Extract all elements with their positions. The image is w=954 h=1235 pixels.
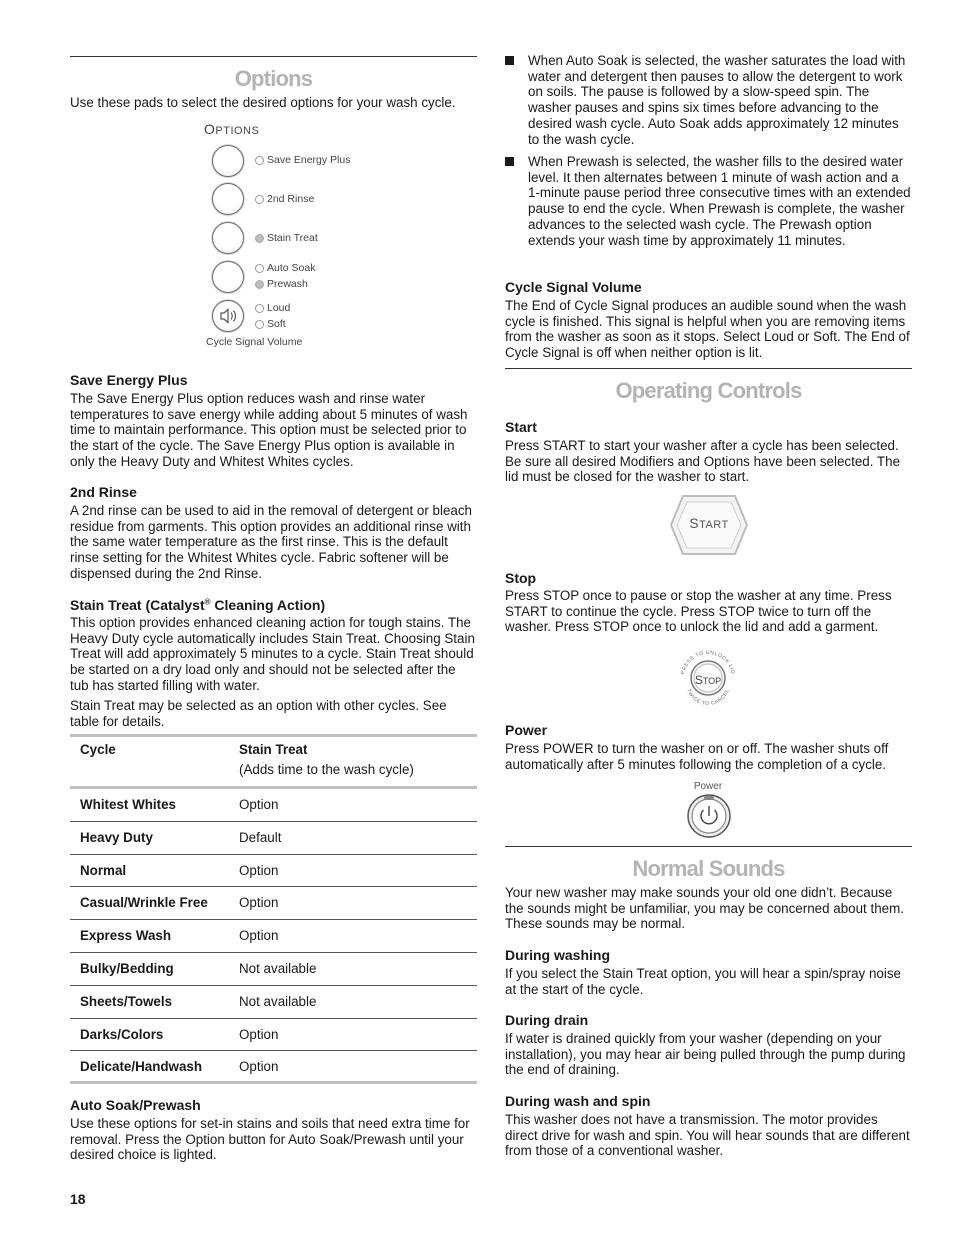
section-divider (70, 56, 477, 57)
table-cell-cycle: Bulky/Bedding (80, 961, 174, 976)
table-cell-stain-treat: Option (239, 862, 279, 878)
stain-treat-led (255, 234, 264, 243)
during-wash-spin-body: This washer does not have a transmission. The motor provides direct drive for wash and spin. You will hear sounds that are different from those of a conventional washer. (505, 1112, 910, 1159)
during-drain-heading: During drain (505, 1012, 589, 1028)
table-cell-cycle: Normal (80, 862, 127, 878)
save-energy-body: The Save Energy Plus option reduces wash and rinse water temperatures to save energy while adding about 5 minutes of wash time to maintain performance. This option must be selected prior to the start of the cycle. The Save Energy Plus option is available in only the Heavy Duty and Whitest Whites cycles. (70, 391, 468, 469)
table-header-sub: (Adds time to the wash cycle) (239, 762, 414, 777)
start-heading: Start (505, 419, 537, 435)
loud-led (255, 304, 264, 313)
power-body: Press POWER to turn the washer on or off. The washer shuts off automatically after 5 minutes following the completion of a cycle. (505, 741, 889, 772)
during-washing-heading: During washing (505, 947, 610, 963)
cycle-signal-volume-button[interactable] (212, 300, 244, 332)
save-energy-heading: Save Energy Plus (70, 372, 188, 388)
stop-arc-top-text: PRESS TO UNLOCK LID (680, 649, 736, 676)
start-button-label: START (689, 515, 729, 531)
power-led (704, 796, 714, 800)
table-cell-cycle: Whitest Whites (80, 797, 176, 812)
normal-sounds-title: Normal Sounds (632, 856, 785, 881)
bullet-auto-soak: When Auto Soak is selected, the washer saturates the load with water and detergent then pauses to allow the detergent to work on soils. The pause is followed by a slow-speed spin. The washer pauses and spins six times before advancing to the desired wash cycle. Auto Soak adds approximately 12 minutes to the wash cycle. (505, 53, 912, 147)
table-cell-stain-treat: Not available (239, 993, 317, 1009)
auto-soak-heading: Auto Soak/Prewash (70, 1097, 201, 1113)
save-energy-plus-label: Save Energy Plus (267, 154, 351, 166)
operating-controls-title: Operating Controls (615, 378, 802, 403)
table-row (70, 920, 477, 953)
soft-led (255, 320, 264, 329)
table-row (70, 986, 477, 1019)
table-cell-cycle: Sheets/Towels (80, 993, 173, 1009)
table-row (70, 887, 477, 920)
second-rinse-led (255, 195, 264, 204)
during-washing-body: If you select the Stain Treat option, you will hear a spin/spray noise at the start of the cycle. (505, 966, 901, 997)
prewash-label: Prewash (267, 278, 308, 290)
save-energy-plus-button[interactable] (212, 145, 244, 177)
options-intro: Use these pads to select the desired options for your wash cycle. (70, 95, 456, 110)
stain-treat-heading: Stain Treat (Catalyst® Cleaning Action) (70, 597, 326, 613)
bullet-square (505, 56, 514, 65)
save-energy-plus-led (255, 156, 264, 165)
table-row (70, 822, 477, 855)
cycle-signal-heading: Cycle Signal Volume (505, 279, 642, 295)
during-wash-spin-heading: During wash and spin (505, 1093, 651, 1109)
table-header-cycle: Cycle (80, 742, 116, 757)
stain-treat-table-intro: Stain Treat may be selected as an option with other cycles. See table for details. (70, 698, 447, 729)
second-rinse-heading: 2nd Rinse (70, 484, 137, 500)
options-title: Options (234, 66, 313, 91)
cycle-signal-volume-caption: Cycle Signal Volume (206, 336, 303, 348)
options-panel (70, 118, 477, 358)
table-row (70, 855, 477, 888)
table-rule (70, 734, 477, 737)
start-body: Press START to start your washer after a cycle has been selected. Be sure all desired Modifiers and Options have been selected. The lid must be closed for the washer to start. (505, 438, 901, 485)
cycle-signal-body: The End of Cycle Signal produces an audible sound when the wash cycle is finished. This signal is helpful when you are removing items from the washer as soon as it stops. Select Loud or Soft. The End of Cycle Signal is off when neither option is lit. (505, 298, 910, 361)
loud-label: Loud (267, 302, 291, 314)
table-cell-cycle: Express Wash (80, 928, 172, 944)
table-row (70, 953, 477, 986)
table-cell-stain-treat: Option (239, 895, 279, 911)
table-row (70, 1019, 477, 1052)
table-cell-cycle: Casual/Wrinkle Free (80, 895, 208, 911)
table-row (70, 789, 477, 822)
auto-soak-body: Use these options for set-in stains and soils that need extra time for removal. Press the Option button for Auto Soak/Prewash until your desired choice is lighted. (70, 1116, 470, 1163)
bullet-square (505, 157, 514, 166)
second-rinse-body: A 2nd rinse can be used to aid in the removal of detergent or bleach residue from garments. This option provides an additional rinse with the same water temperature as the first rinse. This is the default rinse setting for the Whitest Whites cycle. Fabric softener will be dispensed during the 2nd Rinse. (70, 503, 472, 581)
table-cell-cycle: Delicate/Handwash (80, 1059, 203, 1075)
table-cell-stain-treat: Not available (239, 961, 317, 976)
power-heading: Power (505, 722, 548, 738)
table-rule (70, 1081, 477, 1084)
auto-soak-led (255, 264, 264, 273)
table-cell-stain-treat: Option (239, 1026, 279, 1042)
table-cell-stain-treat: Default (239, 829, 282, 845)
table-cell-stain-treat: Option (239, 1059, 279, 1075)
stop-heading: Stop (505, 570, 537, 586)
prewash-led (255, 280, 264, 289)
auto-soak-prewash-button[interactable] (212, 261, 244, 293)
table-cell-cycle: Heavy Duty (80, 829, 153, 845)
page-number: 18 (70, 1191, 86, 1207)
bullet-prewash: When Prewash is selected, the washer fills to the desired water level. It then alternates between 1 minute of wash action and a 1-minute pause period three consecutive times with an extended pause to end the cycle. When Prewash is complete, the washer advances to the selected wash cycle. The Prewash option extends your wash time by approximately 11 minutes. (505, 154, 912, 248)
table-cell-stain-treat: Option (239, 928, 279, 944)
power-button[interactable] (686, 793, 732, 839)
second-rinse-label: 2nd Rinse (267, 193, 315, 205)
options-panel-title: OPTIONS (204, 121, 260, 137)
stop-body: Press STOP once to pause or stop the washer at any time. Press START to continue the cycle. Press STOP twice to turn off the washer. Press STOP once to unlock the lid and add a garment. (505, 588, 892, 635)
during-drain-body: If water is drained quickly from your washer (depending on your installation), you may hear air being pulled through the pump during the end of draining. (505, 1031, 906, 1078)
section-divider (505, 368, 912, 369)
stain-treat-label: Stain Treat (267, 232, 318, 244)
speaker-icon (213, 301, 243, 331)
section-divider (505, 846, 912, 847)
soft-label: Soft (267, 318, 286, 330)
normal-sounds-intro: Your new washer may make sounds your old one didn’t. Because the sounds might be unfamiliar, you may be concerned about them. These sounds may be normal. (505, 885, 904, 932)
stain-treat-button[interactable] (212, 222, 244, 254)
power-caption: Power (693, 781, 723, 792)
stain-treat-body: This option provides enhanced cleaning action for tough stains. The Heavy Duty cycle automatically includes Stain Treat. Choosing Stain Treat will add approximately 5 minutes to a cycle. Stain Treat should be started on a dry load only and should not be selected after the tub has started filling with water. (70, 615, 475, 693)
stop-button-label: STOP (694, 673, 722, 687)
stain-treat-table (70, 734, 477, 1086)
table-header-stain-treat: Stain Treat (239, 742, 308, 757)
table-cell-stain-treat: Option (239, 797, 279, 812)
auto-soak-label: Auto Soak (267, 262, 316, 274)
table-cell-cycle: Darks/Colors (80, 1026, 164, 1042)
second-rinse-button[interactable] (212, 183, 244, 215)
table-row (70, 1051, 477, 1084)
stop-arc-bottom-text: TWICE TO CANCEL (685, 688, 731, 708)
